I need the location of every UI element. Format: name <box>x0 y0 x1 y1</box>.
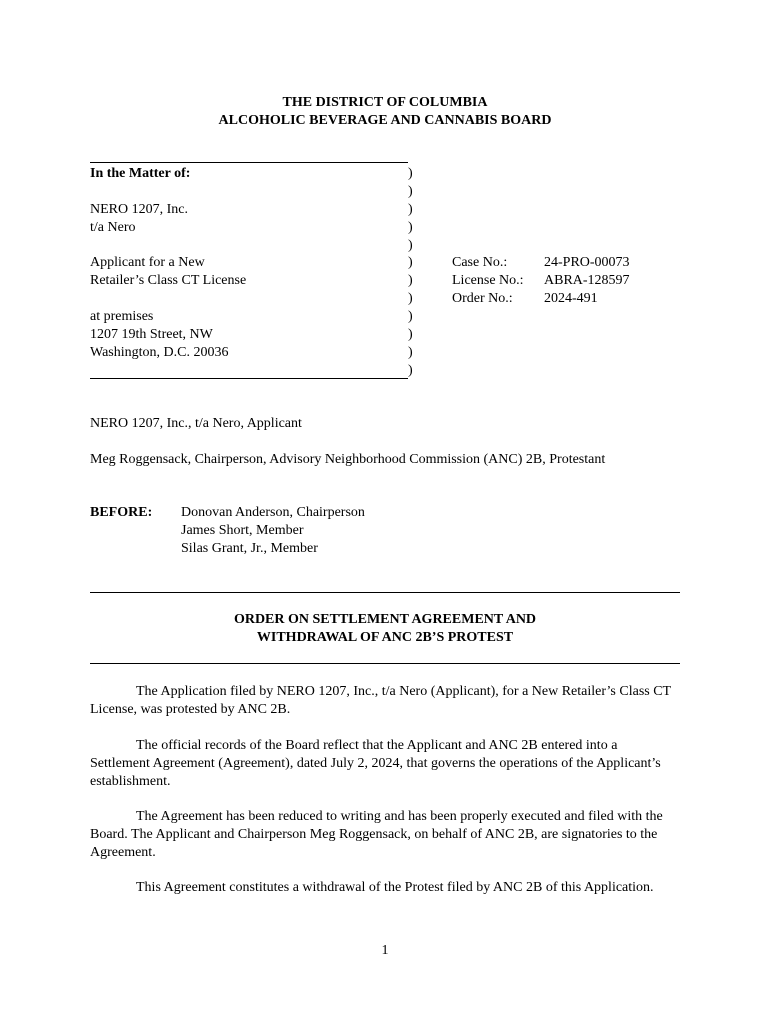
caption-paren: ) <box>408 327 413 342</box>
board-member: James Short, Member <box>181 523 304 538</box>
caption-paren: ) <box>408 255 413 270</box>
case-value: 24-PRO-00073 <box>544 255 630 270</box>
applicant-party: NERO 1207, Inc., t/a Nero, Applicant <box>90 416 302 431</box>
caption-paren: ) <box>408 184 413 199</box>
caption-paren: ) <box>408 273 413 288</box>
board-member: Silas Grant, Jr., Member <box>181 541 318 556</box>
matter-label: In the Matter of: <box>90 166 191 181</box>
order-title-line-2: WITHDRAWAL OF ANC 2B’S PROTEST <box>256 630 514 645</box>
caption-top-rule <box>90 162 408 163</box>
caption-paren: ) <box>408 345 413 360</box>
body-paragraph: The Agreement has been reduced to writing and has been properly executed and filed with the Board. The Applicant and Chairperson Meg Roggensack, on behalf of ANC 2B, are signatories to the Agreement. <box>90 809 663 860</box>
page-number: 1 <box>381 943 389 958</box>
application-line-2: Retailer’s Class CT License <box>90 273 247 288</box>
license-value: ABRA-128597 <box>544 273 630 288</box>
caption-paren: ) <box>408 166 413 181</box>
caption-paren: ) <box>408 291 413 306</box>
application-line-1: Applicant for a New <box>90 255 205 270</box>
board-name-line-2: ALCOHOLIC BEVERAGE AND CANNABIS BOARD <box>218 113 552 128</box>
applicant-name: NERO 1207, Inc. <box>90 202 188 217</box>
case-label: Case No.: <box>452 255 508 270</box>
board-name-line-1: THE DISTRICT OF COLUMBIA <box>282 95 488 110</box>
body-paragraph: The Application filed by NERO 1207, Inc., t/a Nero (Applicant), for a New Retailer’s Class CT License, was protested by ANC 2B. <box>90 684 671 717</box>
protestant-party: Meg Roggensack, Chairperson, Advisory Neighborhood Commission (ANC) 2B, Protestant <box>90 452 606 467</box>
caption-paren: ) <box>408 309 413 324</box>
title-bottom-rule <box>90 663 680 664</box>
board-member: Donovan Anderson, Chairperson <box>181 505 365 520</box>
license-label: License No.: <box>452 273 524 288</box>
caption-bottom-rule <box>90 378 408 379</box>
premises-line-1: at premises <box>90 309 154 324</box>
order-title-line-1: ORDER ON SETTLEMENT AGREEMENT AND <box>233 612 537 627</box>
body-paragraph: The official records of the Board reflect that the Applicant and ANC 2B entered into a Settlement Agreement (Agreement), dated July 2, 2024, that governs the operations of the Applicant’s establishment. <box>90 738 661 789</box>
caption-paren: ) <box>408 220 413 235</box>
before-label: BEFORE: <box>90 505 153 520</box>
body-paragraph: This Agreement constitutes a withdrawal of the Protest filed by ANC 2B of this Application. <box>136 880 654 895</box>
title-top-rule <box>90 592 680 593</box>
trade-name: t/a Nero <box>90 220 136 235</box>
caption-paren: ) <box>408 238 413 253</box>
premises-line-2: 1207 19th Street, NW <box>90 327 213 342</box>
caption-paren: ) <box>408 363 413 378</box>
caption-paren: ) <box>408 202 413 217</box>
premises-line-3: Washington, D.C. 20036 <box>90 345 229 360</box>
order-label: Order No.: <box>452 291 513 306</box>
order-value: 2024-491 <box>544 291 598 306</box>
